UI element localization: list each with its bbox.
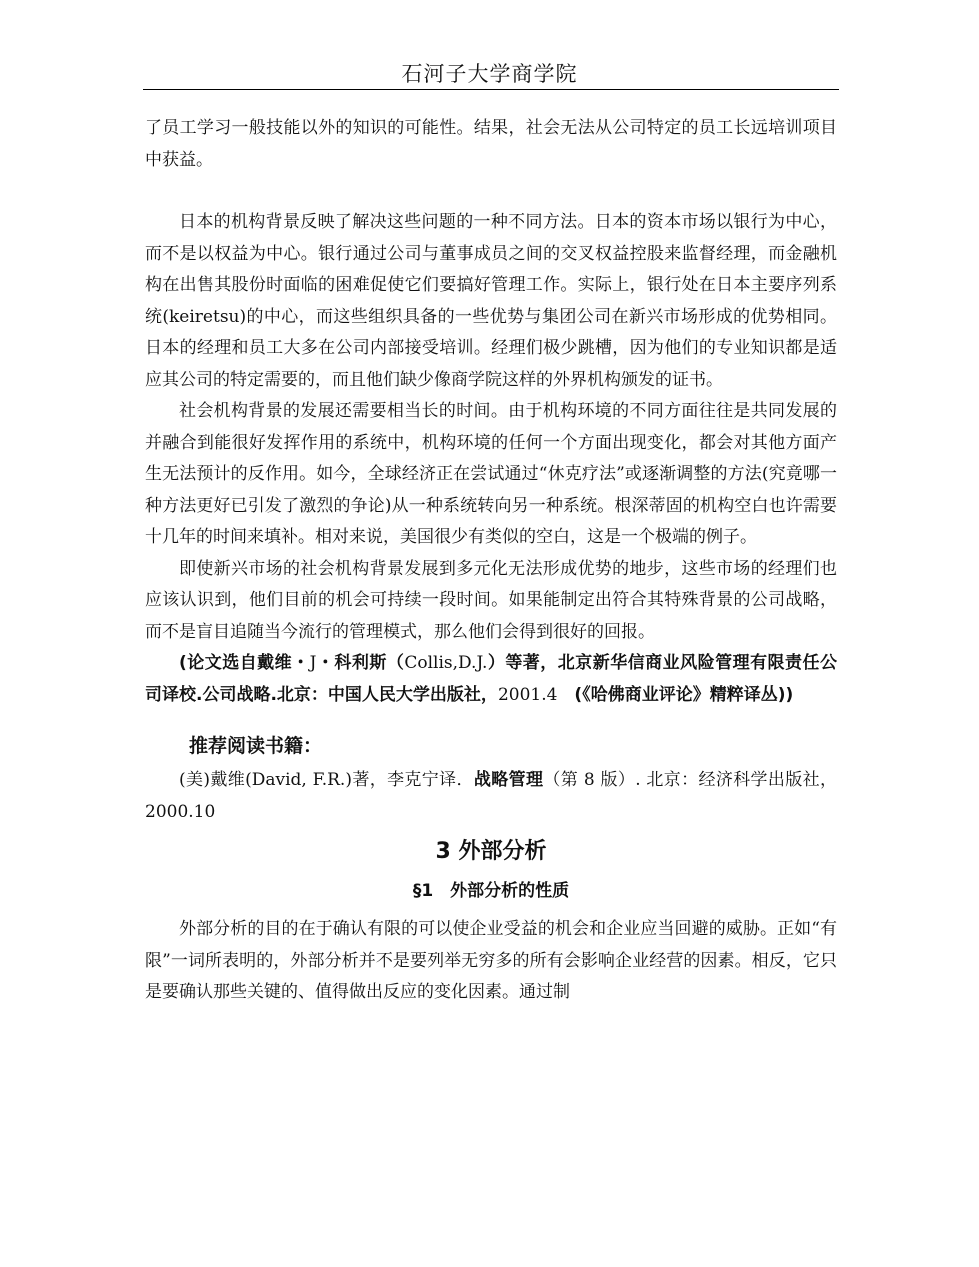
recommended-heading: 推荐阅读书籍： [189,735,323,757]
document-body [145,113,837,1009]
paragraph-1: 了员工学习一般技能以外的知识的可能性。结果，社会无法从公司特定的员工长远培训项目中获益。 [145,118,837,170]
recommended-post: （第 8 版）. 北京：经济科学出版社，2000.10 [145,770,838,822]
page-header-title: 石河子大学商学院 [401,62,578,86]
recommended-entry [145,765,837,828]
citation-part-3: ・科利斯（ [316,653,405,673]
citation-part-4: Collis,D.J. [404,653,488,673]
citation-book-title: 公司战略 [202,684,271,705]
chapter-title: 3 外部分析 [435,839,547,864]
paragraph-5: 外部分析的目的在于确认有限的可以使企业受益的机会和企业应当回避的威胁。正如“有限”一词所表明的，外部分析并不是要列举无穷多的所有会影响企业经营的因素。相反，它只是要确认那些关键的、值得做出反应的变化因素。通过制 [145,919,837,1002]
citation-part-5: ）等著，北京新华信商业风险管理有限责任公司译校. [145,653,837,705]
paragraph-3: 社会机构背景的发展还需要相当长的时间。由于机构环境的不同方面往往是共同发展的并融合到能很好发挥作用的系统中，机构环境的任何一个方面出现变化，都会对其他方面产生无法预计的反作用。如今，全球经济正在尝试通过“休克疗法”或逐渐调整的方法(究竟哪一种方法更好已引发了激烈的争论)从一种系统转向另一种系统。根深蒂固的机构空白也许需要十几年的时间来填补。相对来说，美国很少有类似的空白，这是一个极端的例子。 [145,401,837,547]
paragraph-4: 即使新兴市场的社会机构背景发展到多元化无法形成优势的地步，这些市场的经理们也应该认识到，他们目前的机会可持续一段时间。如果能制定出符合其特殊背景的公司战略，而不是盲目追随当今流行的管理模式，那么他们会得到很好的回报。 [145,558,837,642]
section-title: §1 外部分析的性质 [412,881,570,901]
citation-part-6: .北京：中国人民大学出版社， [270,684,498,705]
citation-part-7: (《哈佛商业评论》精粹译丛)) [557,684,794,705]
recommended-book-title: 战略管理 [473,770,544,790]
header-rule [143,89,839,90]
citation-paragraph [145,648,837,711]
paragraph-2: 日本的机构背景反映了解决这些问题的一种不同方法。日本的资本市场以银行为中心，而不是以权益为中心。银行通过公司与董事成员之间的交叉权益控股来监督经理，而金融机构在出售其股份时面临的困难促使它们要搞好管理工作。实际上，银行处在日本主要序列系统(keiretsu)的中心，而这些组织具备的一些优势与集团公司在新兴市场形成的优势相同。日本的经理和员工大多在公司内部接受培训。经理们极少跳槽，因为他们的专业知识都是适应其公司的特定需要的，而且他们缺少像商学院这样的外界机构颁发的证书。 [145,212,837,390]
citation-part-2: J [309,653,317,673]
citation-year: 2001.4 [497,684,558,705]
citation-part-1: (论文选自戴维・ [179,653,310,673]
paragraph-gap [145,176,837,207]
recommended-pre: (美)戴维(David, F.R.)著，李克宁译． [179,770,474,790]
